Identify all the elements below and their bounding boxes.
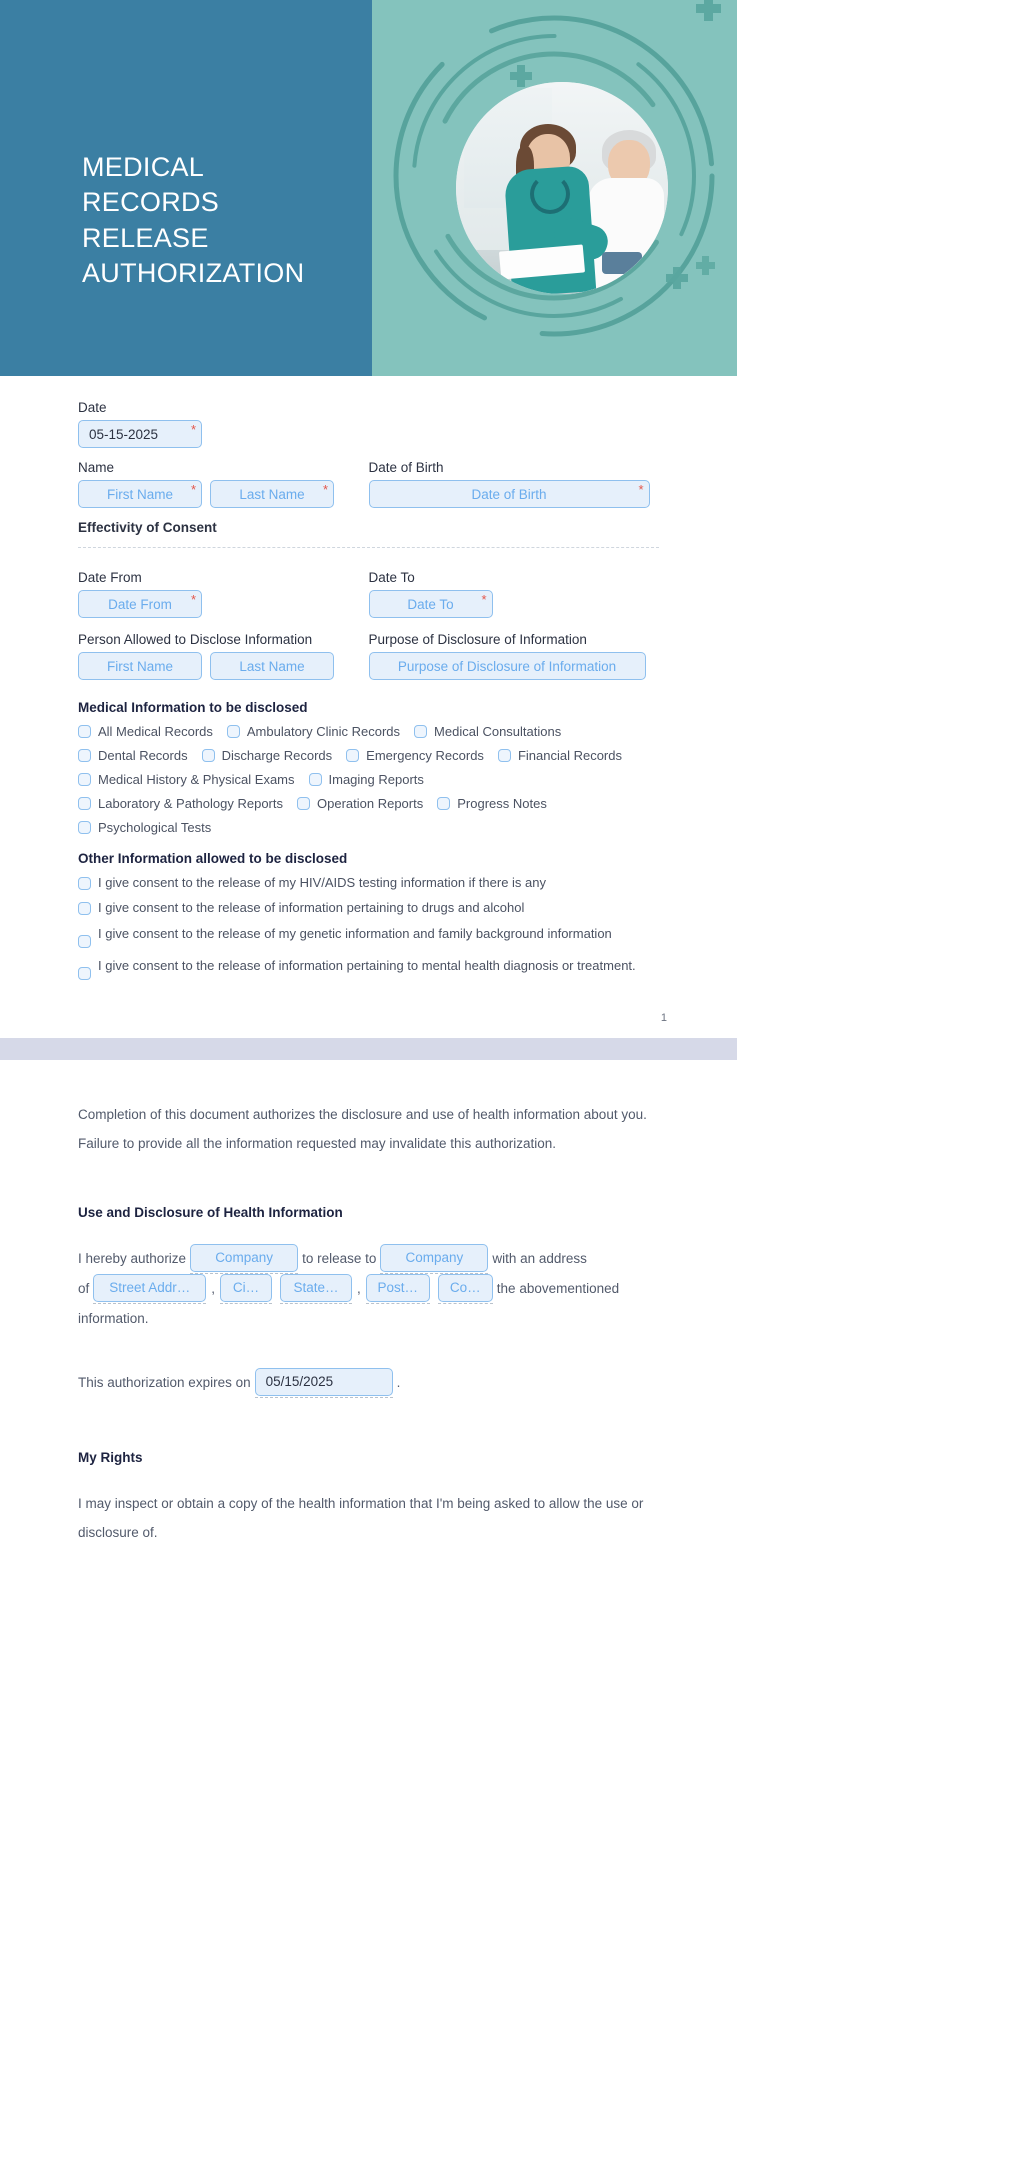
consent-label: I give consent to the release of information pertaining to drugs and alcohol [98, 900, 525, 916]
title-line-1: MEDICAL [82, 151, 205, 182]
consent-label: I give consent to the release of my HIV/AIDS testing information if there is any [98, 875, 546, 890]
name-label: Name [78, 460, 115, 475]
title-line-4: AUTHORIZATION [82, 258, 305, 289]
checkbox-label: Medical History & Physical Exams [98, 772, 295, 787]
postal-underline [366, 1274, 430, 1304]
company2-placeholder: Company [405, 1250, 464, 1266]
header-title-panel [0, 0, 372, 376]
postal-code-input[interactable] [366, 1274, 430, 1302]
checkbox-all-medical-records[interactable] [78, 724, 213, 739]
checkbox-icon[interactable] [227, 725, 240, 738]
checkbox-icon[interactable] [78, 967, 91, 980]
state-underline [280, 1274, 352, 1304]
checkbox-dental-records[interactable] [78, 748, 188, 763]
date-label: Date [78, 400, 107, 415]
checkbox-icon[interactable] [78, 797, 91, 810]
company1-input[interactable] [190, 1244, 298, 1272]
purpose-placeholder: Purpose of Disclosure of Information [397, 658, 617, 674]
checkbox-icon[interactable] [437, 797, 450, 810]
medical-checkbox-row [78, 820, 659, 835]
checkbox-icon[interactable] [78, 935, 91, 948]
first-name-placeholder: First Name [106, 486, 173, 502]
effectivity-heading: Effectivity of Consent [78, 520, 217, 535]
date-from-required-mark: * [190, 592, 196, 607]
checkbox-label: Imaging Reports [328, 772, 424, 787]
medical-checkbox-row [78, 772, 659, 787]
form-header-banner [0, 0, 737, 376]
date-from-group [78, 570, 369, 618]
medical-information-heading: Medical Information to be disclosed [78, 700, 308, 715]
checkbox-label: Financial Records [517, 748, 622, 763]
name-field-group [78, 460, 369, 508]
checkbox-label: Operation Reports [317, 796, 424, 811]
checkbox-icon[interactable] [414, 725, 427, 738]
header-photo [456, 82, 668, 294]
city-input[interactable] [220, 1274, 272, 1302]
checkbox-icon[interactable] [309, 773, 322, 786]
consent-label: I give consent to the release of information pertaining to mental health diagnosis or treatment. [98, 957, 636, 973]
authorize-prefix-text: I hereby authorize [78, 1251, 187, 1267]
company2-underline [380, 1244, 488, 1274]
expiration-line [78, 1368, 659, 1398]
checkbox-imaging-reports[interactable] [309, 772, 424, 787]
date-input[interactable] [78, 420, 202, 448]
checkbox-laboratory-pathology-reports[interactable] [78, 796, 283, 811]
date-value: 05-15-2025 [89, 426, 159, 442]
date-to-required-mark: * [481, 592, 487, 607]
company1-placeholder: Company [215, 1250, 273, 1266]
last-name-input[interactable] [210, 480, 334, 508]
checkbox-discharge-records[interactable] [202, 748, 333, 763]
dob-input[interactable] [369, 480, 650, 508]
checkbox-medical-consultations[interactable] [414, 724, 561, 739]
checkbox-label: Laboratory & Pathology Reports [98, 796, 283, 811]
date-to-input[interactable] [369, 590, 493, 618]
title-line-3: RELEASE [82, 222, 209, 253]
city-placeholder: Ci… [232, 1280, 260, 1296]
discloser-first-name-input[interactable] [78, 652, 202, 680]
checkbox-icon[interactable] [297, 797, 310, 810]
medical-information-section [0, 700, 737, 835]
with-address-text: with an address [492, 1251, 587, 1267]
checkbox-financial-records[interactable] [498, 748, 622, 763]
checkbox-icon[interactable] [78, 773, 91, 786]
first-name-input[interactable] [78, 480, 202, 508]
page-number: 1 [660, 1011, 667, 1024]
checkbox-progress-notes[interactable] [437, 796, 547, 811]
page-title [82, 150, 304, 293]
date-to-placeholder: Date To [407, 596, 454, 612]
page-break-divider [0, 1038, 737, 1060]
information-word: information. [78, 1311, 149, 1327]
address-line [78, 1274, 659, 1304]
release-to-text: to release to [302, 1251, 377, 1267]
checkbox-icon[interactable] [78, 902, 91, 915]
purpose-input[interactable] [369, 652, 646, 680]
checkbox-icon[interactable] [202, 749, 215, 762]
checkbox-label: All Medical Records [98, 724, 213, 739]
checkbox-label: Discharge Records [221, 748, 333, 763]
checkbox-label: Psychological Tests [98, 820, 212, 835]
first-name-required-mark: * [190, 482, 196, 497]
effectivity-section [0, 520, 737, 548]
consent-drugs-alcohol[interactable] [78, 900, 659, 915]
consent-genetic-family-background[interactable] [78, 926, 659, 948]
checkbox-medical-history-physical-exams[interactable] [78, 772, 295, 787]
checkbox-operation-reports[interactable] [297, 796, 423, 811]
company1-underline [190, 1244, 298, 1274]
country-placeholder: Co… [449, 1280, 481, 1296]
discloser-last-name-placeholder: Last Name [239, 658, 305, 674]
abovementioned-text: the abovementioned [496, 1281, 620, 1297]
checkbox-emergency-records[interactable] [346, 748, 484, 763]
consent-dates-group [0, 570, 737, 618]
last-name-required-mark: * [322, 482, 328, 497]
company2-input[interactable] [380, 1244, 488, 1272]
city-underline [220, 1274, 272, 1304]
checkbox-psychological-tests[interactable] [78, 820, 211, 835]
expiration-date-input[interactable] [255, 1368, 393, 1396]
discloser-first-name-placeholder: First Name [106, 658, 173, 674]
checkbox-label: Medical Consultations [434, 724, 562, 739]
comma-1: , [211, 1281, 216, 1297]
dob-label: Date of Birth [368, 460, 444, 475]
discloser-purpose-group [0, 632, 737, 680]
street-placeholder: Street Addr… [109, 1280, 191, 1296]
my-rights-paragraph: I may inspect or obtain a copy of the health information that I'm being asked to allow the use or disclosure of. [78, 1495, 644, 1541]
title-line-2: RECORDS [82, 187, 220, 218]
form-page-1 [0, 0, 737, 1038]
street-address-input[interactable] [93, 1274, 206, 1302]
person-allowed-label: Person Allowed to Disclose Information [78, 632, 313, 647]
name-dob-group [0, 460, 737, 508]
expiration-period: . [396, 1374, 401, 1390]
state-placeholder: State… [293, 1280, 339, 1296]
medical-checkbox-row [78, 724, 659, 739]
date-to-group [369, 570, 660, 618]
dob-required-mark: * [638, 482, 644, 497]
date-field-group [0, 400, 737, 448]
dob-field-group [369, 460, 660, 508]
checkbox-ambulatory-clinic-records[interactable] [227, 724, 400, 739]
expiration-underline [255, 1368, 393, 1398]
my-rights-heading: My Rights [78, 1449, 143, 1465]
of-text: of [78, 1281, 90, 1297]
street-underline [93, 1274, 206, 1304]
date-from-placeholder: Date From [108, 596, 172, 612]
comma-2: , [357, 1281, 361, 1297]
checkbox-label: Ambulatory Clinic Records [246, 724, 401, 739]
state-input[interactable] [280, 1274, 352, 1302]
consent-hiv-aids[interactable] [78, 875, 659, 890]
consent-mental-health[interactable] [78, 958, 659, 980]
other-information-heading: Other Information allowed to be disclosed [78, 851, 348, 866]
header-image-panel [372, 0, 737, 376]
other-information-section [0, 851, 737, 980]
purpose-group [369, 632, 660, 680]
discloser-last-name-input[interactable] [210, 652, 334, 680]
expiration-date-value: 05/15/2025 [265, 1373, 334, 1389]
checkbox-icon[interactable] [346, 749, 359, 762]
authorize-line [78, 1244, 659, 1274]
medical-checkbox-row [78, 796, 659, 811]
section-divider [78, 547, 659, 548]
dob-placeholder: Date of Birth [471, 486, 547, 502]
checkbox-icon[interactable] [498, 749, 511, 762]
date-to-label: Date To [368, 570, 415, 585]
checkbox-label: Dental Records [98, 748, 188, 763]
country-underline [438, 1274, 493, 1304]
person-allowed-group [78, 632, 369, 680]
checkbox-icon[interactable] [78, 749, 91, 762]
form-page-2 [0, 1060, 737, 1548]
consent-label: I give consent to the release of my genetic information and family background information [98, 925, 612, 941]
medical-checkbox-row [78, 748, 659, 763]
date-from-input[interactable] [78, 590, 202, 618]
checkbox-label: Progress Notes [457, 796, 547, 811]
checkbox-icon[interactable] [78, 725, 91, 738]
use-disclosure-heading: Use and Disclosure of Health Information [78, 1205, 343, 1221]
intro-paragraph: Completion of this document authorizes the disclosure and use of health information about you. Failure to provide all the information requested may invalidate this authorization. [78, 1106, 647, 1152]
expires-prefix-text: This authorization expires on [78, 1374, 251, 1390]
last-name-placeholder: Last Name [239, 486, 305, 502]
checkbox-label: Emergency Records [366, 748, 484, 763]
checkbox-icon[interactable] [78, 877, 91, 890]
country-input[interactable] [438, 1274, 493, 1302]
purpose-label: Purpose of Disclosure of Information [368, 632, 587, 647]
date-required-mark: * [190, 422, 196, 437]
date-from-label: Date From [78, 570, 142, 585]
checkbox-icon[interactable] [78, 821, 91, 834]
postal-placeholder: Post… [377, 1280, 419, 1296]
